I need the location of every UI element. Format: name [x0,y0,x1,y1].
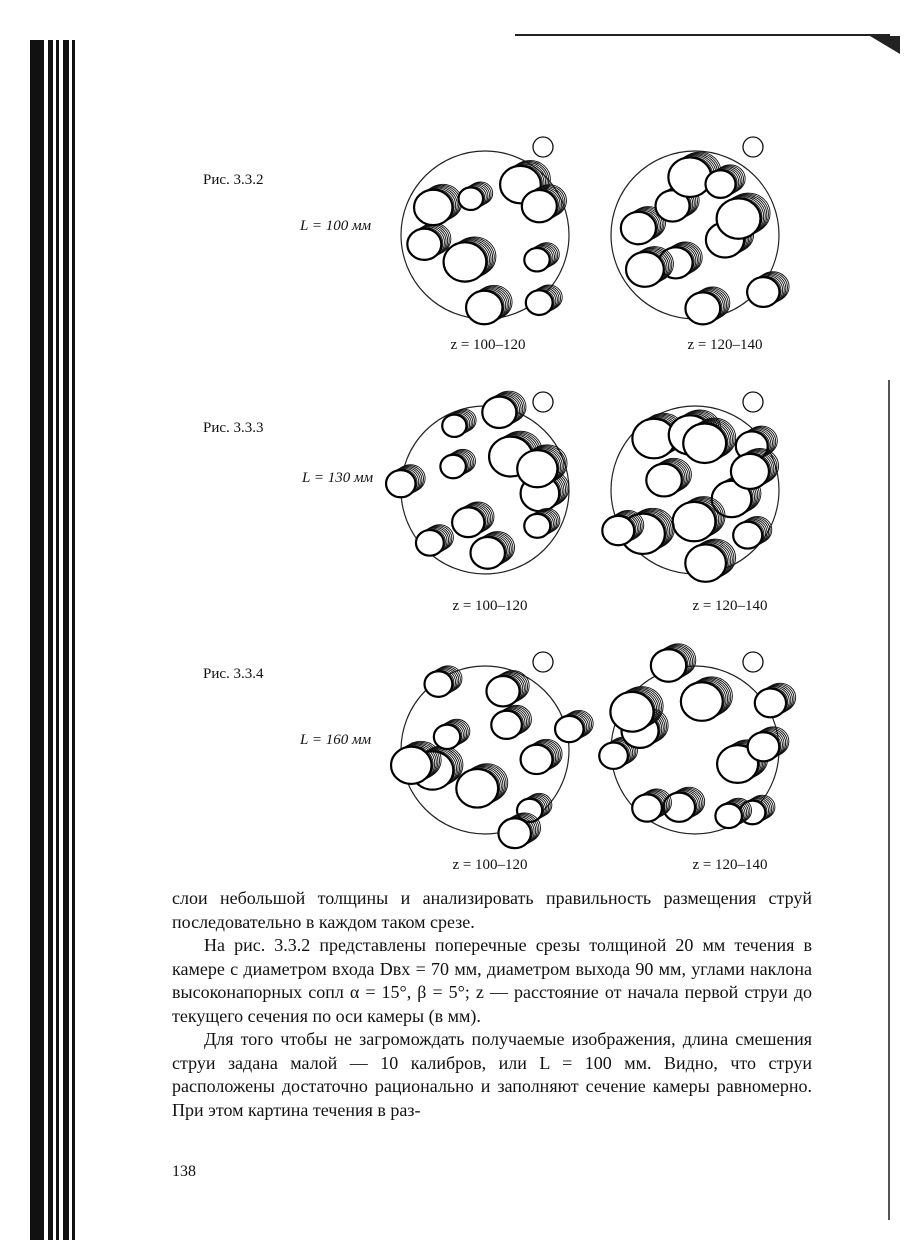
length-label: L = 130 мм [302,470,374,486]
nozzle-marker [533,392,553,412]
jet-ring [486,671,529,707]
jet-ring [482,391,526,428]
scan-right-edge [888,380,890,1220]
jet-ring [414,184,462,225]
chamber-section [611,137,789,324]
chamber-section [599,644,795,834]
body-text [172,887,812,1122]
figure-label: Рис. 3.3.2 [203,172,264,188]
section-caption: z = 100–120 [450,337,526,353]
chamber-section [602,392,779,582]
length-label: L = 160 мм [300,732,372,748]
nozzle-marker [533,652,553,672]
jet-ring [646,458,691,496]
section-caption: z = 120–140 [687,337,763,353]
chamber-section [386,391,569,574]
section-caption: z = 120–140 [692,598,768,614]
jet-ring [685,539,735,582]
section-caption: z = 120–140 [692,857,768,873]
jet-ring [524,508,560,537]
jet-sections-figure [385,125,805,335]
length-label: L = 100 мм [300,218,372,234]
nozzle-marker [743,137,763,157]
scan-top-line [515,34,890,36]
chamber-section [391,652,593,848]
jet-ring [498,813,540,848]
binding-shadow [30,40,78,1240]
nozzle-marker [743,392,763,412]
paragraph: Для того чтобы не загромождать получаемые изображения, длина смешения струи задана малой — 10 калибров, или L = 100 мм. Видно, что струи расположены достаточно рационально и заполняют сечение камеры равномерно. При этом картина течения в раз- [172,1029,812,1120]
jet-sections-figure [385,380,805,590]
jet-ring [733,516,772,548]
jet-ring [748,727,789,761]
jet-ring [685,287,729,324]
jet-ring [459,182,493,210]
jet-ring [416,525,453,556]
chamber-section [401,137,569,324]
figure-label: Рис. 3.3.3 [203,420,264,436]
jet-ring [425,666,462,697]
jet-ring [466,285,512,324]
jet-ring [521,739,562,774]
jet-ring [681,677,733,721]
scan-corner [870,36,900,54]
nozzle-marker [743,652,763,672]
jet-ring [717,193,770,239]
jet-ring [444,237,496,282]
jet-ring [386,465,425,498]
jet-ring [526,285,562,315]
paragraph: слои небольшой толщины и анализировать правильность размещения струй последовательно в каждом таком срезе. [172,888,812,932]
paragraph: На рис. 3.3.2 представлены поперечные срезы толщиной 20 мм течения в камере с диаметром входа Dвх = 70 мм, диаметром выхода 90 мм, углами наклона высоконапорных сопл α = 15°, β = 5°; z — расстояние от начала первой струи до текущего сечения по оси камеры (в мм). [172,935,812,1026]
section-caption: z = 100–120 [452,598,528,614]
jet-ring [673,497,725,542]
page-number: 138 [172,1163,196,1180]
jet-ring [555,710,593,742]
jet-ring [755,683,796,717]
jet-sections-figure [385,640,805,850]
section-caption: z = 100–120 [452,857,528,873]
nozzle-marker [533,137,553,157]
jet-ring [517,793,552,822]
jet-ring [456,764,507,808]
jet-ring [452,502,494,537]
jet-ring [442,409,476,437]
jet-ring [440,449,475,478]
figure-label: Рис. 3.3.4 [203,666,264,682]
jet-ring [434,719,470,749]
jet-ring [470,532,514,569]
jet-ring [524,243,559,272]
jet-ring [491,705,531,739]
jet-ring [651,644,696,682]
jet-ring [747,272,789,307]
